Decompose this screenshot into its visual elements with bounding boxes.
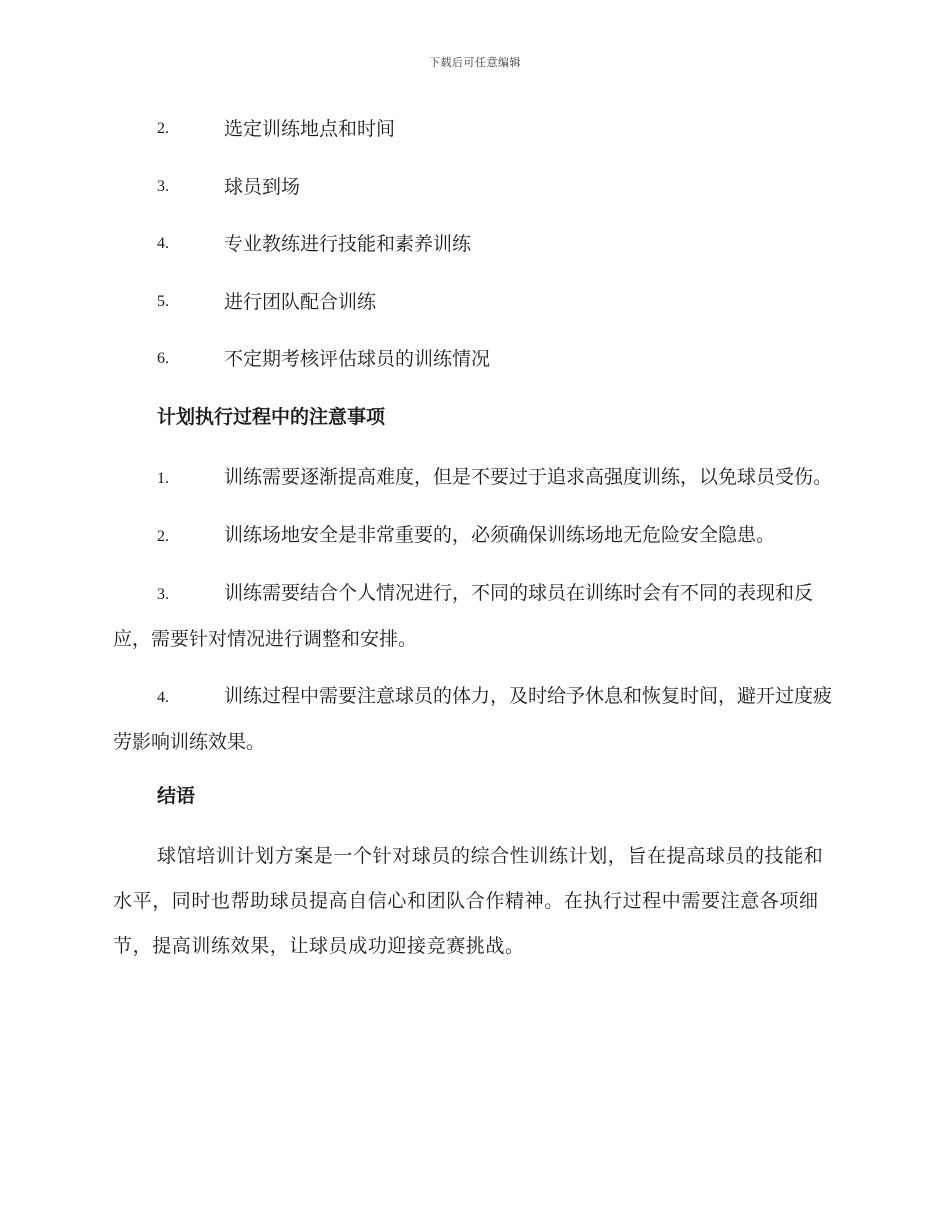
note-item xyxy=(113,513,838,559)
note-number: 2. xyxy=(157,527,169,545)
step-text: 进行团队配合训练 xyxy=(224,290,377,313)
step-item xyxy=(113,283,838,341)
conclusion-heading: 结语 xyxy=(157,784,196,807)
step-number: 5. xyxy=(157,292,169,310)
notes-heading: 计划执行过程中的注意事项 xyxy=(157,405,386,428)
note-item xyxy=(113,571,838,662)
step-text: 不定期考核评估球员的训练情况 xyxy=(224,348,491,370)
note-number: 4. xyxy=(157,688,169,706)
step-text: 选定训练地点和时间 xyxy=(224,118,396,140)
step-item xyxy=(113,225,838,283)
step-item xyxy=(113,168,838,226)
step-number: 6. xyxy=(157,350,169,367)
page-header: 下载后可任意编辑 xyxy=(429,56,521,69)
note-number: 3. xyxy=(157,585,169,603)
note-text: 训练需要逐渐提高难度，但是不要过于追求高强度训练，以免球员受伤。 xyxy=(224,465,833,488)
step-number: 4. xyxy=(157,235,169,252)
note-text: 训练过程中需要注意球员的体力，及时给予休息和恢复时间，避开过度疲劳影响训练效果。 xyxy=(113,684,833,753)
document-body xyxy=(113,110,838,969)
note-number: 1. xyxy=(157,469,169,487)
note-item xyxy=(113,674,838,765)
step-number: 2. xyxy=(157,120,169,137)
note-item xyxy=(113,455,838,501)
note-text: 训练场地安全是非常重要的，必须确保训练场地无危险安全隐患。 xyxy=(224,523,776,546)
step-item xyxy=(113,340,838,398)
conclusion-paragraph: 球馆培训计划方案是一个针对球员的综合性训练计划，旨在提高球员的技能和水平，同时也帮助球员提高自信心和团队合作精神。在执行过程中需要注意各项细节，提高训练效果，让球员成功迎接竞赛挑战。 xyxy=(113,844,824,957)
step-number: 3. xyxy=(157,177,169,195)
step-text: 专业教练进行技能和素养训练 xyxy=(224,233,472,255)
step-item xyxy=(113,110,838,168)
note-text: 训练需要结合个人情况进行，不同的球员在训练时会有不同的表现和反应，需要针对情况进行调整和安排。 xyxy=(113,581,814,650)
step-text: 球员到场 xyxy=(224,175,301,198)
